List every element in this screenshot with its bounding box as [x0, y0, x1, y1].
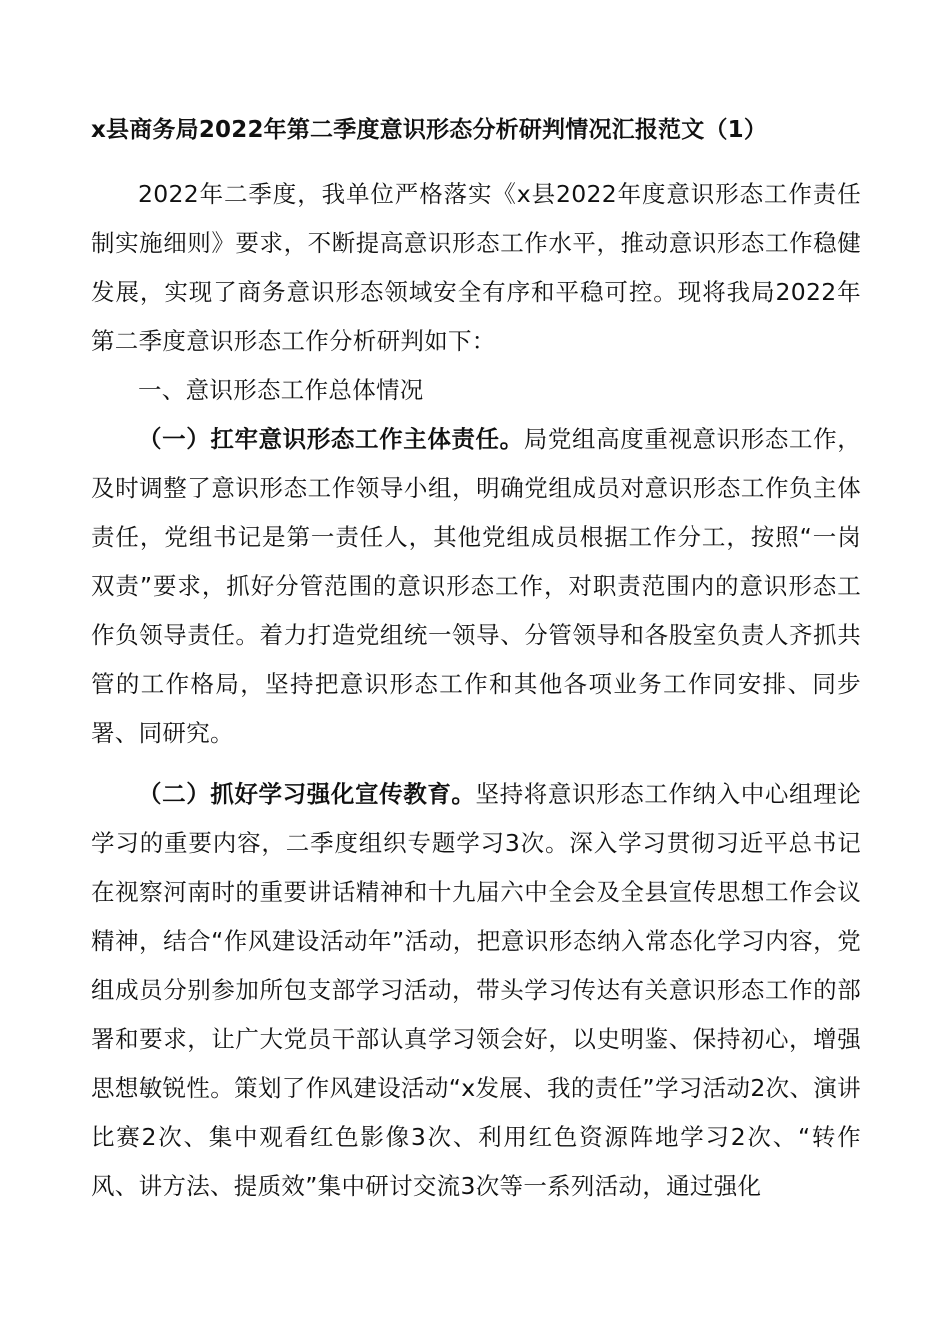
document-title: x县商务局2022年第二季度意识形态分析研判情况汇报范文（1） — [91, 117, 768, 143]
document-body — [91, 170, 861, 1211]
intro-paragraph: 2022年二季度，我单位严格落实《x县2022年度意识形态工作责任制实施细则》要求，不断提高意识形态工作水平，推动意识形态工作稳健发展，实现了商务意识形态领域安全有序和平稳可控。现将我局2022年第二季度意识形态工作分析研判如下： — [91, 180, 861, 355]
item-1-text: 局党组高度重视意识形态工作，及时调整了意识形态工作领导小组，明确党组成员对意识形态工作负主体责任，党组书记是第一责任人，其他党组成员根据工作分工，按照“一岗双责”要求，抓好分管范围的意识形态工作，对职责范围内的意识形态工作负领导责任。着力打造党组统一领导、分管领导和各股室负责人齐抓共管的工作格局，坚持把意识形态工作和其他各项业务工作同安排、同步署、同研究。 — [91, 425, 861, 747]
item-2-text: 坚持将意识形态工作纳入中心组理论学习的重要内容，二季度组织专题学习3次。深入学习贯彻习近平总书记在视察河南时的重要讲话精神和十九届六中全会及全县宣传思想工作会议精神，结合“作风建设活动年”活动，把意识形态纳入常态化学习内容，党组成员分别参加所包支部学习活动，带头学习传达有关意识形态工作的部署和要求，让广大党员干部认真学习领会好，以史明鉴、保持初心，增强思想敏锐性。策划了作风建设活动“x发展、我的责任”学习活动2次、演讲比赛2次、集中观看红色影像3次、利用红色资源阵地学习2次、“转作风、讲方法、提质效”集中研讨交流3次等一系列活动，通过强化 — [91, 780, 861, 1200]
item-2-lead: （二）抓好学习强化宣传教育。 — [138, 780, 476, 808]
item-1-paragraph — [91, 415, 861, 758]
item-1-lead: （一）扛牢意识形态工作主体责任。 — [138, 425, 524, 453]
item-2-paragraph — [91, 770, 861, 1211]
section-1-heading: 一、意识形态工作总体情况 — [138, 376, 424, 404]
paragraph-gap — [91, 758, 861, 770]
